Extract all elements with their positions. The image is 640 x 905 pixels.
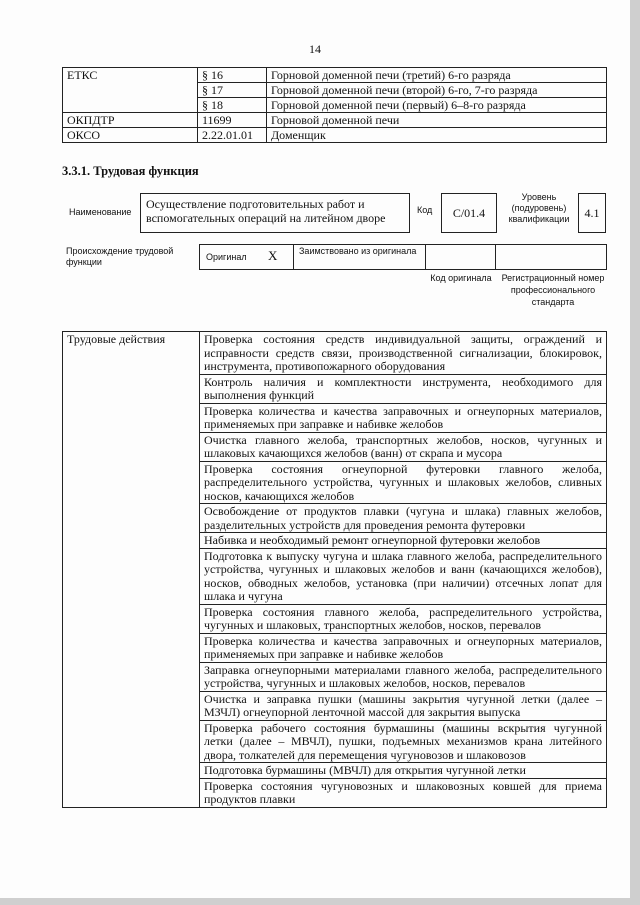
page-number: 14 (309, 42, 321, 56)
classification-ref: 11699 (198, 113, 267, 128)
code-label: Код (417, 205, 433, 215)
action-item: Подготовка к выпуску чугуна и шлака главного желоба, распределительного устройства, чугунных и шлаковых желобов и ванн (качающихся желобов), носков, обводных желобов, установка (при наличии) отсечных лопат для шлака и чугуна (200, 548, 607, 604)
scan-edge-right (630, 0, 640, 905)
original-mark: X (268, 248, 278, 263)
action-item: Освобождение от продуктов плавки (чугуна и шлака) главных желобов, разделительных устройств для проведения ремонта футеровки (200, 504, 607, 533)
origin-label: Происхождение трудовой функции (66, 246, 174, 267)
classification-ref: § 18 (198, 98, 267, 113)
action-item: Набивка и необходимый ремонт огнеупорной футеровки желобов (200, 533, 607, 549)
borrowed-label: Заимствовано из оригинала (299, 246, 417, 256)
function-name-value: Осуществление подготовительных работ и вспомогательных операций на литейном дворе (146, 197, 386, 225)
actions-header: Трудовые действия (63, 332, 200, 808)
classification-code: ОКСО (63, 128, 198, 143)
action-item: Контроль наличия и комплектности инструмента, необходимого для выполнения функций (200, 374, 607, 403)
classification-code (63, 98, 198, 113)
classification-name: Горновой доменной печи (267, 113, 607, 128)
action-item: Проверка состояния средств индивидуальной защиты, ограждений и исправности средств связи, производственной сигнализации, блокировок, инструмента, противопожарного оборудования (200, 332, 607, 375)
action-item: Проверка количества и качества заправочных и огнеупорных материалов, применяемых при заправке и набивке желобов (200, 403, 607, 432)
classification-name: Доменщик (267, 128, 607, 143)
classification-code: ЕТКС (63, 68, 198, 83)
classification-name: Горновой доменной печи (первый) 6–8-го разряда (267, 98, 607, 113)
origin-code-caption: Код оригинала (430, 273, 492, 283)
original-cell (200, 245, 294, 269)
classification-row (63, 128, 607, 143)
classification-ref: § 17 (198, 83, 267, 98)
action-item: Проверка состояния огнеупорной футеровки главного желоба, распределительного устройства, чугунных и шлаковых желобов, сливных носков, качающихся желобов (200, 461, 607, 504)
action-item: Подготовка бурмашины (МВЧЛ) для открытия чугунной летки (200, 763, 607, 779)
classification-row (63, 98, 607, 113)
function-code-value: C/01.4 (452, 206, 486, 220)
action-item: Проверка состояния главного желоба, распределительного устройства, чугунных и шлаковых, транспортных желобов, носков, перевалов (200, 604, 607, 633)
action-row (63, 332, 607, 375)
classification-row (63, 113, 607, 128)
action-item: Проверка рабочего состояния бурмашины (машины вскрытия чугунной летки (далее – МВЧЛ), пушки, подъемных механизмов крана литейного двора, толкателей для перемещения чугуновозов и шлаковозов (200, 720, 607, 763)
classification-ref: 2.22.01.01 (198, 128, 267, 143)
borrowed-cell (294, 245, 426, 269)
name-label: Наименование (69, 207, 132, 217)
classification-code (63, 83, 198, 98)
classification-row (63, 83, 607, 98)
origin-code-cell (426, 245, 496, 269)
action-item: Очистка и заправка пушки (машины закрытия чугунной летки (далее – МЗЧЛ) огнеупорной ленточной массой для закрытия выпуска (200, 691, 607, 720)
classification-table (62, 67, 607, 143)
origin-reg-cell (496, 245, 606, 269)
function-code-box (441, 193, 497, 233)
level-value: 4.1 (584, 206, 600, 220)
classification-name: Горновой доменной печи (третий) 6-го разряда (267, 68, 607, 83)
original-label: Оригинал (206, 252, 247, 262)
action-item: Заправка огнеупорными материалами главного желоба, распределительного устройства, чугунных и шлаковых желобов, носков, перевалов (200, 662, 607, 691)
origin-row (199, 244, 607, 270)
action-item: Проверка состояния чугуновозных и шлаковозных ковшей для приема продуктов плавки (200, 778, 607, 807)
classification-code: ОКПДТР (63, 113, 198, 128)
classification-row (63, 68, 607, 83)
action-item: Очистка главного желоба, транспортных желобов, носков, чугунных и шлаковых качающихся желобов (ванн) от скрапа и мусора (200, 432, 607, 461)
function-name-box (140, 193, 410, 233)
action-item: Проверка количества и качества заправочных и огнеупорных материалов, применяемых при заправке и набивке желобов (200, 633, 607, 662)
section-title: 3.3.1. Трудовая функция (62, 164, 199, 178)
labour-actions-table (62, 331, 607, 808)
origin-reg-caption: Регистрационный номер профессионального стандарта (501, 273, 605, 307)
classification-name: Горновой доменной печи (второй) 6-го, 7-го разряда (267, 83, 607, 98)
level-label: Уровень (подуровень) квалификации (508, 192, 570, 224)
scan-edge-bottom (0, 898, 640, 905)
level-box (578, 193, 606, 233)
classification-ref: § 16 (198, 68, 267, 83)
